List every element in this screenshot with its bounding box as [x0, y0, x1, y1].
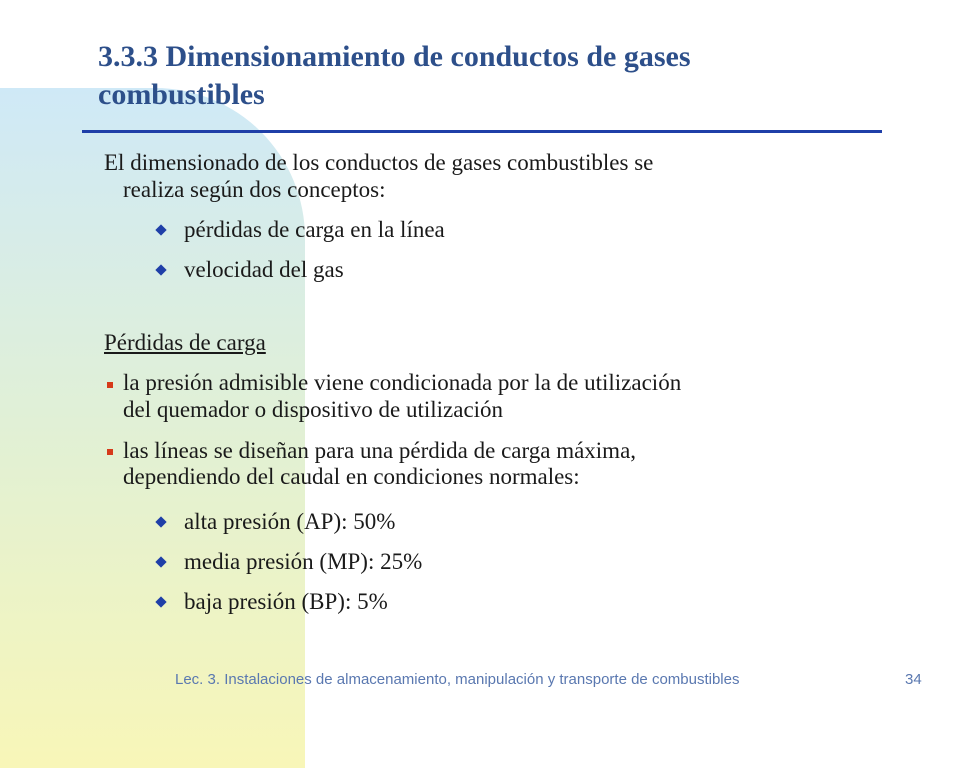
- intro-bullet-1: pérdidas de carga en la línea: [184, 217, 445, 242]
- item2-bullet-3: baja presión (BP): 5%: [184, 589, 388, 614]
- square-bullet-icon: [107, 382, 113, 388]
- item2-line-1: las líneas se diseñan para una pérdida de carga máxima,: [123, 438, 637, 463]
- square-bullet-icon: [107, 449, 113, 455]
- title-divider: [82, 130, 882, 133]
- intro-line-1: El dimensionado de los conductos de gases combustibles se: [104, 150, 654, 175]
- title-line-2: combustibles: [98, 78, 265, 111]
- page-number: 34: [905, 671, 922, 688]
- section-heading: Pérdidas de carga: [104, 330, 266, 355]
- item2-line-2: dependiendo del caudal en condiciones normales:: [123, 464, 580, 489]
- item1-line-1: la presión admisible viene condicionada por la de utilización: [123, 370, 682, 395]
- slide-title: [98, 38, 888, 114]
- intro-line-2: realiza según dos conceptos:: [123, 177, 386, 202]
- footer-text: Lec. 3. Instalaciones de almacenamiento, manipulación y transporte de combustibles: [175, 671, 740, 688]
- title-line-1: 3.3.3 Dimensionamiento de conductos de gases: [98, 40, 691, 73]
- intro-bullet-2: velocidad del gas: [184, 257, 344, 282]
- item2-bullet-1: alta presión (AP): 50%: [184, 509, 396, 534]
- item1-line-2: del quemador o dispositivo de utilización: [123, 397, 504, 422]
- item2-bullet-2: media presión (MP): 25%: [184, 549, 423, 574]
